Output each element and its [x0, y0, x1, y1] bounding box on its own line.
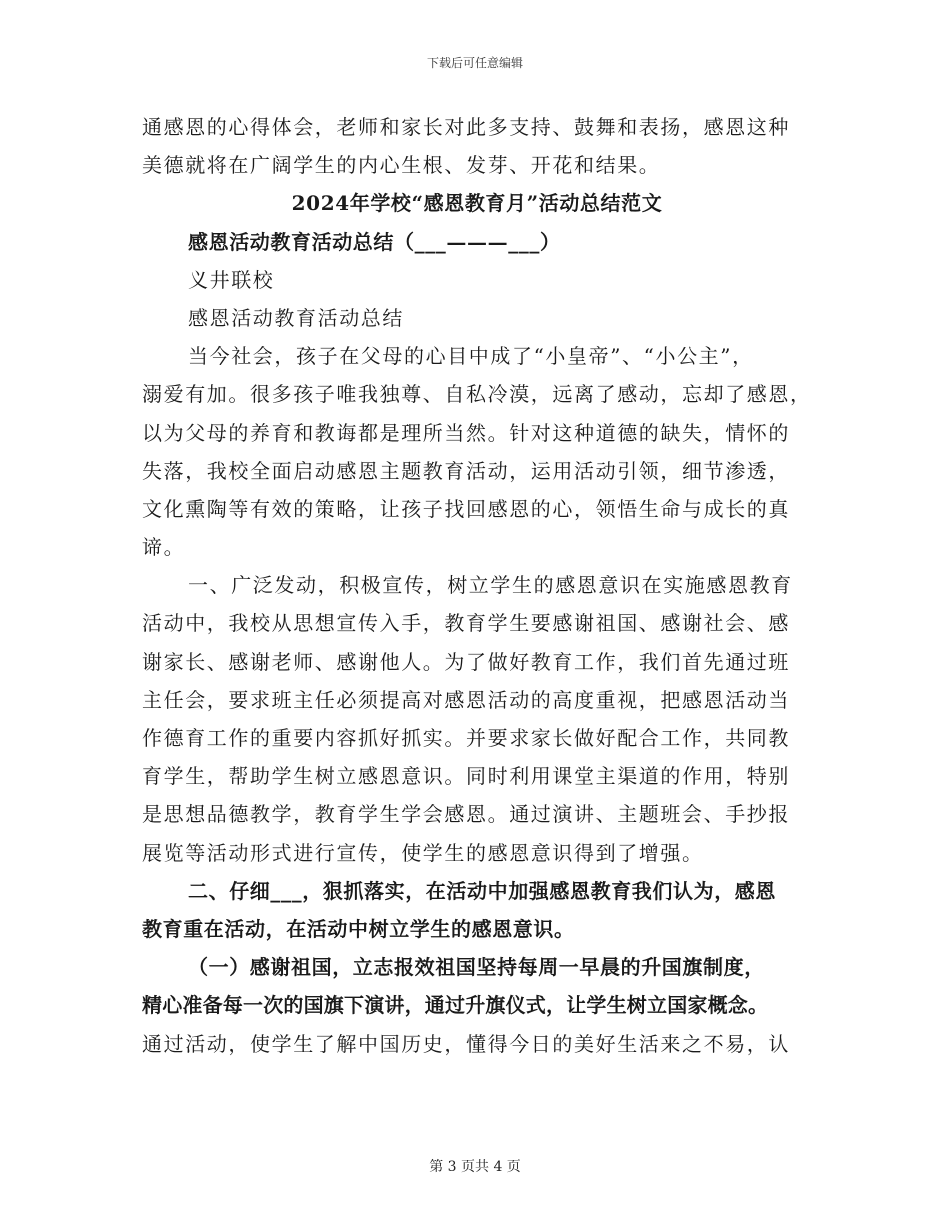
body-line: 主任会，要求班主任必须提高对感恩活动的高度重视，把感恩活动当 [142, 687, 790, 712]
body-line: 失落，我校全面启动感恩主题教育活动，运用活动引领，细节渗透， [142, 458, 790, 483]
bold-paragraph-line: 教育重在活动，在活动中树立学生的感恩意识。 [142, 916, 575, 941]
document-body [142, 108, 812, 1063]
body-line: 活动中，我校从思想宣传入手，教育学生要感谢祖国、感谢社会、感 [142, 611, 790, 636]
body-line: 是思想品德教学，教育学生学会感恩。通过演讲、主题班会、手抄报 [142, 802, 790, 827]
body-line: 育学生，帮助学生树立感恩意识。同时利用课堂主渠道的作用，特别 [142, 764, 790, 789]
section-heading: 感恩活动教育活动总结（___———___） [188, 229, 561, 254]
body-line: 谢家长、感谢老师、感谢他人。为了做好教育工作，我们首先通过班 [142, 649, 790, 674]
body-line: 通过活动，使学生了解中国历史，懂得今日的美好生活来之不易，认 [142, 1031, 790, 1056]
page-footer: 第 3 页共 4 页 [429, 1159, 521, 1175]
body-line: 通感恩的心得体会，老师和家长对此多支持、鼓舞和表扬，感恩这种 [142, 115, 790, 139]
body-line: 当今社会，孩子在父母的心目中成了“小皇帝”、“小公主”， [188, 344, 754, 369]
bold-paragraph-line: （一）感谢祖国，立志报效祖国坚持每周一早晨的升国旗制度， [188, 955, 765, 980]
body-line: 一、广泛发动，积极宣传，树立学生的感恩意识在实施感恩教育 [188, 573, 793, 598]
body-line: 以为父母的养育和教诲都是理所当然。针对这种道德的缺失，情怀的 [142, 420, 790, 445]
school-name: 义井联校 [188, 267, 275, 292]
body-line: 谛。 [142, 535, 186, 560]
body-line: 溺爱有加。很多孩子唯我独尊、自私冷漠，远离了感动，忘却了感恩， [142, 382, 812, 407]
body-line: 美德就将在广阔学生的内心生根、发芽、开花和结果。 [142, 153, 661, 178]
bold-paragraph-line: 精心准备每一次的国旗下演讲，通过升旗仪式，让学生树立国家概念。 [142, 993, 769, 1018]
subtitle: 感恩活动教育活动总结 [188, 305, 404, 330]
bold-paragraph-line: 二、仔细___，狠抓落实，在活动中加强感恩教育我们认为，感恩 [188, 878, 776, 903]
page-header: 下载后可任意编辑 [426, 56, 523, 70]
body-line: 作德育工作的重要内容抓好抓实。并要求家长做好配合工作，共同教 [142, 726, 790, 750]
document-title: 2024年学校“感恩教育月”活动总结范文 [291, 191, 663, 216]
body-line: 文化熏陶等有效的策略，让孩子找回感恩的心，领悟生命与成长的真 [142, 496, 790, 521]
body-line: 展览等活动形式进行宣传，使学生的感恩意识得到了增强。 [142, 840, 704, 865]
